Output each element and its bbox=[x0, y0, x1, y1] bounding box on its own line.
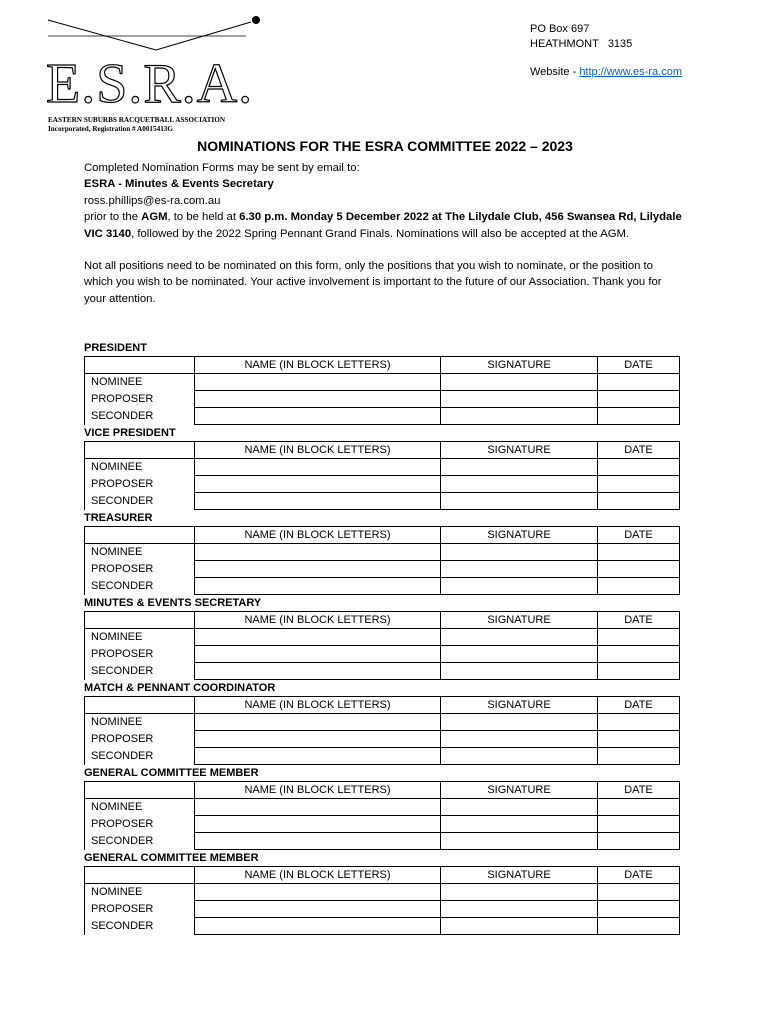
table-row bbox=[85, 884, 680, 901]
nomination-table bbox=[84, 611, 680, 680]
header-blank-cell bbox=[85, 867, 195, 884]
position-title: MINUTES & EVENTS SECRETARY bbox=[84, 597, 262, 609]
nomination-table bbox=[84, 526, 680, 595]
table-header-row bbox=[85, 527, 680, 544]
date-field[interactable] bbox=[598, 544, 680, 561]
signature-field[interactable] bbox=[441, 391, 598, 408]
signature-field[interactable] bbox=[441, 476, 598, 493]
signature-field[interactable] bbox=[441, 578, 598, 595]
header-name: NAME (IN BLOCK LETTERS) bbox=[195, 612, 441, 629]
row-label: PROPOSER bbox=[85, 561, 195, 578]
name-field[interactable] bbox=[195, 901, 441, 918]
date-field[interactable] bbox=[598, 646, 680, 663]
date-field[interactable] bbox=[598, 816, 680, 833]
row-label: SECONDER bbox=[85, 578, 195, 595]
position-title: GENERAL COMMITTEE MEMBER bbox=[84, 852, 259, 864]
table-row bbox=[85, 663, 680, 680]
header-name: NAME (IN BLOCK LETTERS) bbox=[195, 527, 441, 544]
agm-text: AGM bbox=[141, 211, 168, 224]
name-field[interactable] bbox=[195, 714, 441, 731]
name-field[interactable] bbox=[195, 799, 441, 816]
name-field[interactable] bbox=[195, 748, 441, 765]
nomination-table bbox=[84, 356, 680, 425]
header-name: NAME (IN BLOCK LETTERS) bbox=[195, 867, 441, 884]
nomination-table bbox=[84, 781, 680, 850]
header-blank-cell bbox=[85, 697, 195, 714]
row-label: SECONDER bbox=[85, 833, 195, 850]
row-label: PROPOSER bbox=[85, 646, 195, 663]
signature-field[interactable] bbox=[441, 884, 598, 901]
date-field[interactable] bbox=[598, 663, 680, 680]
name-field[interactable] bbox=[195, 493, 441, 510]
table-header-row bbox=[85, 442, 680, 459]
table-row bbox=[85, 714, 680, 731]
row-label: SECONDER bbox=[85, 918, 195, 935]
table-header-row bbox=[85, 782, 680, 799]
row-label: NOMINEE bbox=[85, 884, 195, 901]
table-header-row bbox=[85, 697, 680, 714]
name-field[interactable] bbox=[195, 918, 441, 935]
row-label: PROPOSER bbox=[85, 391, 195, 408]
position-title: PRESIDENT bbox=[84, 342, 147, 354]
name-field[interactable] bbox=[195, 884, 441, 901]
header-blank-cell bbox=[85, 357, 195, 374]
row-label: PROPOSER bbox=[85, 476, 195, 493]
section-2 bbox=[84, 510, 680, 595]
name-field[interactable] bbox=[195, 391, 441, 408]
row-label: NOMINEE bbox=[85, 374, 195, 391]
row-label: NOMINEE bbox=[85, 799, 195, 816]
signature-field[interactable] bbox=[441, 833, 598, 850]
nomination-sections bbox=[84, 340, 680, 935]
section-4 bbox=[84, 680, 680, 765]
website-link[interactable]: http://www.es-ra.com bbox=[579, 66, 683, 78]
date-field[interactable] bbox=[598, 391, 680, 408]
name-field[interactable] bbox=[195, 561, 441, 578]
header-date: DATE bbox=[598, 612, 680, 629]
signature-field[interactable] bbox=[441, 816, 598, 833]
signature-field[interactable] bbox=[441, 408, 598, 425]
row-label: NOMINEE bbox=[85, 544, 195, 561]
followed-by-text: , followed by the 2022 Spring Pennant Grand Finals. Nominations will also be accepted at the AGM. bbox=[131, 227, 630, 240]
date-field[interactable] bbox=[598, 799, 680, 816]
esra-logo bbox=[46, 14, 276, 133]
signature-field[interactable] bbox=[441, 714, 598, 731]
row-label: PROPOSER bbox=[85, 901, 195, 918]
signature-field[interactable] bbox=[441, 731, 598, 748]
website-label: Website - bbox=[530, 66, 580, 78]
row-label: NOMINEE bbox=[85, 714, 195, 731]
date-field[interactable] bbox=[598, 408, 680, 425]
table-row bbox=[85, 833, 680, 850]
signature-field[interactable] bbox=[441, 646, 598, 663]
date-field[interactable] bbox=[598, 714, 680, 731]
table-header-row bbox=[85, 357, 680, 374]
agm-details bbox=[84, 209, 684, 242]
association-name: EASTERN SUBURBS RACQUETBALL ASSOCIATION bbox=[48, 116, 226, 124]
table-row bbox=[85, 391, 680, 408]
header-date: DATE bbox=[598, 442, 680, 459]
header-blank-cell bbox=[85, 527, 195, 544]
row-label: PROPOSER bbox=[85, 816, 195, 833]
signature-field[interactable] bbox=[441, 561, 598, 578]
logo-graphic bbox=[46, 14, 276, 54]
signature-field[interactable] bbox=[441, 629, 598, 646]
header-signature: SIGNATURE bbox=[441, 612, 598, 629]
table-header-row bbox=[85, 612, 680, 629]
table-row bbox=[85, 731, 680, 748]
table-row bbox=[85, 901, 680, 918]
held-at-text: , to be held at bbox=[167, 211, 240, 224]
name-field[interactable] bbox=[195, 663, 441, 680]
name-field[interactable] bbox=[195, 833, 441, 850]
header-blank-cell bbox=[85, 612, 195, 629]
position-title: GENERAL COMMITTEE MEMBER bbox=[84, 767, 259, 779]
suburb-postcode: HEATHMONT 3135 bbox=[530, 38, 633, 50]
header-date: DATE bbox=[598, 357, 680, 374]
table-row bbox=[85, 374, 680, 391]
header-blank-cell bbox=[85, 442, 195, 459]
name-field[interactable] bbox=[195, 816, 441, 833]
section-5 bbox=[84, 765, 680, 850]
table-row bbox=[85, 544, 680, 561]
position-title: MATCH & PENNANT COORDINATOR bbox=[84, 682, 276, 694]
name-field[interactable] bbox=[195, 544, 441, 561]
header-name: NAME (IN BLOCK LETTERS) bbox=[195, 697, 441, 714]
header-blank-cell bbox=[85, 782, 195, 799]
date-field[interactable] bbox=[598, 901, 680, 918]
table-row bbox=[85, 476, 680, 493]
row-label: SECONDER bbox=[85, 408, 195, 425]
logo-association bbox=[48, 116, 225, 134]
name-field[interactable] bbox=[195, 629, 441, 646]
header-date: DATE bbox=[598, 527, 680, 544]
name-field[interactable] bbox=[195, 459, 441, 476]
row-label: SECONDER bbox=[85, 663, 195, 680]
nomination-table bbox=[84, 441, 680, 510]
position-title: VICE PRESIDENT bbox=[84, 427, 176, 439]
date-field[interactable] bbox=[598, 748, 680, 765]
table-row bbox=[85, 748, 680, 765]
date-field[interactable] bbox=[598, 918, 680, 935]
logo-letters: E.S.R.A. bbox=[46, 53, 254, 115]
involvement-paragraph: Not all positions need to be nominated on this form, only the positions that you wish to nominate, or the position to which you wish to be nominated. Your active involvement is important to the future of our Association. Thank you for your attention. bbox=[84, 260, 662, 305]
signature-field[interactable] bbox=[441, 748, 598, 765]
signature-field[interactable] bbox=[441, 544, 598, 561]
table-header-row bbox=[85, 867, 680, 884]
header-signature: SIGNATURE bbox=[441, 442, 598, 459]
name-field[interactable] bbox=[195, 374, 441, 391]
intro-text bbox=[84, 160, 684, 307]
table-row bbox=[85, 578, 680, 595]
signature-field[interactable] bbox=[441, 663, 598, 680]
website bbox=[530, 65, 682, 80]
recipient: ESRA - Minutes & Events Secretary bbox=[84, 178, 274, 191]
date-field[interactable] bbox=[598, 476, 680, 493]
table-row bbox=[85, 629, 680, 646]
nomination-table bbox=[84, 866, 680, 935]
header-name: NAME (IN BLOCK LETTERS) bbox=[195, 357, 441, 374]
event-details: 6.30 p.m. Monday 5 December 2022 at The Lilydale Club, 456 Swansea Rd, Lilydale VIC 3140 bbox=[84, 211, 682, 240]
registration-number: Incorporated, Registration # A0015413G bbox=[48, 125, 173, 133]
header-signature: SIGNATURE bbox=[441, 782, 598, 799]
table-row bbox=[85, 493, 680, 510]
recipient-email: ross.phillips@es-ra.com.au bbox=[84, 194, 221, 207]
position-title: TREASURER bbox=[84, 512, 153, 524]
date-field[interactable] bbox=[598, 833, 680, 850]
table-row bbox=[85, 799, 680, 816]
section-6 bbox=[84, 850, 680, 935]
table-row bbox=[85, 646, 680, 663]
signature-field[interactable] bbox=[441, 799, 598, 816]
postal-address bbox=[530, 22, 682, 80]
row-label: SECONDER bbox=[85, 493, 195, 510]
signature-field[interactable] bbox=[441, 901, 598, 918]
table-row bbox=[85, 459, 680, 476]
po-box: PO Box 697 bbox=[530, 23, 590, 35]
date-field[interactable] bbox=[598, 731, 680, 748]
header-name: NAME (IN BLOCK LETTERS) bbox=[195, 782, 441, 799]
section-3 bbox=[84, 595, 680, 680]
row-label: NOMINEE bbox=[85, 629, 195, 646]
header-date: DATE bbox=[598, 697, 680, 714]
date-field[interactable] bbox=[598, 374, 680, 391]
table-row bbox=[85, 816, 680, 833]
header-signature: SIGNATURE bbox=[441, 867, 598, 884]
nomination-table bbox=[84, 696, 680, 765]
section-0 bbox=[84, 340, 680, 425]
row-label: NOMINEE bbox=[85, 459, 195, 476]
signature-field[interactable] bbox=[441, 459, 598, 476]
section-1 bbox=[84, 425, 680, 510]
header-name: NAME (IN BLOCK LETTERS) bbox=[195, 442, 441, 459]
name-field[interactable] bbox=[195, 731, 441, 748]
page-title: NOMINATIONS FOR THE ESRA COMMITTEE 2022 – 2023 bbox=[197, 138, 573, 154]
table-row bbox=[85, 918, 680, 935]
row-label: PROPOSER bbox=[85, 731, 195, 748]
signature-field[interactable] bbox=[441, 374, 598, 391]
name-field[interactable] bbox=[195, 578, 441, 595]
date-field[interactable] bbox=[598, 629, 680, 646]
date-field[interactable] bbox=[598, 493, 680, 510]
header-date: DATE bbox=[598, 782, 680, 799]
header-signature: SIGNATURE bbox=[441, 697, 598, 714]
row-label: SECONDER bbox=[85, 748, 195, 765]
header-signature: SIGNATURE bbox=[441, 527, 598, 544]
name-field[interactable] bbox=[195, 408, 441, 425]
name-field[interactable] bbox=[195, 476, 441, 493]
date-field[interactable] bbox=[598, 561, 680, 578]
intro-line: Completed Nomination Forms may be sent by email to: bbox=[84, 162, 360, 174]
header-date: DATE bbox=[598, 867, 680, 884]
table-row bbox=[85, 408, 680, 425]
signature-field[interactable] bbox=[441, 918, 598, 935]
name-field[interactable] bbox=[195, 646, 441, 663]
header-signature: SIGNATURE bbox=[441, 357, 598, 374]
date-field[interactable] bbox=[598, 578, 680, 595]
signature-field[interactable] bbox=[441, 493, 598, 510]
prior-to-text: prior to the bbox=[84, 211, 142, 224]
date-field[interactable] bbox=[598, 884, 680, 901]
table-row bbox=[85, 561, 680, 578]
date-field[interactable] bbox=[598, 459, 680, 476]
